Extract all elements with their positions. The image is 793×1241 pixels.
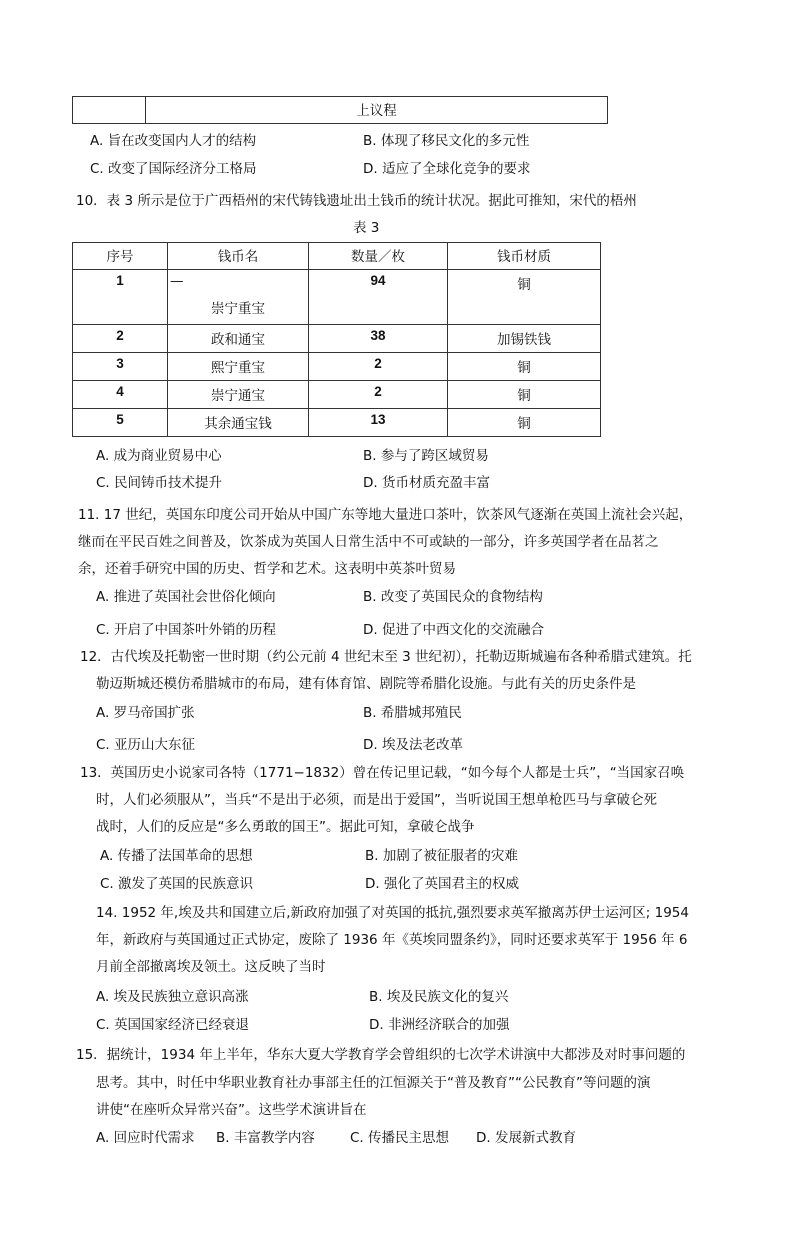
row-2-no: 2 — [73, 325, 168, 353]
q12-line-2: 勒迈斯城还模仿希腊城市的布局，建有体育馆、剧院等希腊化设施。与此有关的历史条件是 — [96, 676, 636, 692]
q14-option-c: C. 英国国家经济已经衰退 — [96, 1017, 250, 1033]
q13-line-2: 时，人们必须服从”，当兵“不是出于必须，而是出于爱国”，当听说国王想单枪匹马与拿破仑死 — [96, 792, 657, 808]
q15-option-d: D. 发展新式教育 — [476, 1130, 576, 1146]
q11-line-3: 余，还着手研究中国的历史、哲学和艺术。这表明中英茶叶贸易 — [78, 561, 456, 577]
row-5-material: 铜 — [448, 409, 601, 437]
q11-option-b: B. 改变了英国民众的食物结构 — [363, 589, 543, 605]
q11-line-2: 继而在平民百姓之间普及，饮茶成为英国人日常生活中不可或缺的一部分，许多英国学者在品茗之 — [78, 534, 659, 550]
q12-option-c: C. 亚历山大东征 — [96, 737, 196, 753]
q10-option-a: A. 成为商业贸易中心 — [96, 448, 222, 464]
q12-line-1: 12．古代埃及托勒密一世时期（约公元前 4 世纪末至 3 世纪初），托勒迈斯城遍布各种希腊式建筑。托 — [80, 649, 692, 665]
row-1-name — [168, 270, 309, 325]
q14-line-1: 14. 1952 年,埃及共和国建立后,新政府加强了对英国的抵抗,强烈要求英军撤离苏伊士运河区; 1954 — [96, 905, 689, 921]
q11-option-d: D. 促进了中西文化的交流融合 — [363, 622, 544, 638]
q12-option-a: A. 罗马帝国扩张 — [96, 705, 195, 721]
q9-option-c: C. 改变了国际经济分工格局 — [90, 161, 257, 177]
row-5-count: 13 — [309, 409, 448, 437]
row-4-material: 铜 — [448, 381, 601, 409]
row-3-material: 铜 — [448, 353, 601, 381]
q9-option-a: A. 旨在改变国内人才的结构 — [90, 133, 257, 149]
q9-option-b: B. 体现了移民文化的多元性 — [363, 133, 530, 149]
q10-option-c: C. 民间铸币技术提升 — [96, 475, 223, 491]
table-row — [73, 409, 601, 437]
row-4-name: 崇宁通宝 — [168, 381, 309, 409]
row-5-name: 其余通宝钱 — [168, 409, 309, 437]
top-table-left-cell — [73, 97, 146, 124]
q12-option-b: B. 希腊城邦殖民 — [363, 705, 462, 721]
row-4-count: 2 — [309, 381, 448, 409]
row-1-name-text: 崇宁重宝 — [211, 301, 265, 317]
q10-stem: 10．表 3 所示是位于广西梧州的宋代铸钱遗址出土钱币的统计状况。据此可推知，宋代的梧州 — [76, 193, 637, 209]
row-1-name-dash: — — [170, 273, 184, 289]
row-1-count: 94 — [309, 270, 448, 325]
q15-line-3: 讲使“在座听众异常兴奋”。这些学术演讲旨在 — [96, 1102, 367, 1118]
row-2-material: 加锡铁钱 — [448, 325, 601, 353]
table-row — [73, 325, 601, 353]
q14-option-d: D. 非洲经济联合的加强 — [369, 1017, 510, 1033]
header-name: 钱币名 — [168, 243, 309, 270]
row-2-name: 政和通宝 — [168, 325, 309, 353]
top-table-right-cell: 上议程 — [146, 97, 608, 124]
q10-option-b: B. 参与了跨区域贸易 — [363, 448, 489, 464]
table-row — [73, 270, 601, 325]
q11-option-a: A. 推进了英国社会世俗化倾向 — [96, 589, 276, 605]
table-row — [73, 353, 601, 381]
q15-line-2: 思考。其中，时任中华职业教育社办事部主任的江恒源关于“普及教育”“公民教育”等问题的演 — [96, 1075, 651, 1091]
table-row — [73, 381, 601, 409]
q9-option-d: D. 适应了全球化竞争的要求 — [363, 161, 531, 177]
q13-line-3: 战时，人们的反应是“多么勇敢的国王”。据此可知，拿破仑战争 — [96, 819, 475, 835]
coin-table — [72, 242, 601, 437]
coin-table-header-row — [73, 243, 601, 270]
row-3-count: 2 — [309, 353, 448, 381]
q12-option-d: D. 埃及法老改革 — [363, 737, 463, 753]
q14-option-b: B. 埃及民族文化的复兴 — [369, 989, 509, 1005]
row-3-no: 3 — [73, 353, 168, 381]
q15-option-c: C. 传播民主思想 — [350, 1130, 450, 1146]
row-1-no: 1 — [73, 270, 168, 325]
row-2-count: 38 — [309, 325, 448, 353]
q14-line-3: 月前全部撤离埃及领土。这反映了当时 — [96, 959, 326, 975]
q13-option-c: C. 激发了英国的民族意识 — [100, 876, 254, 892]
header-no: 序号 — [73, 243, 168, 270]
row-5-no: 5 — [73, 409, 168, 437]
q15-line-1: 15．据统计，1934 年上半年，华东大夏大学教育学会曾组织的七次学术讲演中大都涉及对时事问题的 — [76, 1047, 686, 1063]
q14-option-a: A. 埃及民族独立意识高涨 — [96, 989, 249, 1005]
q13-line-1: 13．英国历史小说家司各特（1771−1832）曾在传记里记载，“如今每个人都是士兵”，“当国家召唤 — [80, 765, 685, 781]
q15-option-a: A. 回应时代需求 — [96, 1130, 195, 1146]
row-1-material: 铜 — [448, 270, 601, 325]
q10-option-d: D. 货币材质充盈丰富 — [363, 475, 490, 491]
q10-table-caption: 表 3 — [353, 220, 380, 236]
header-material: 钱币材质 — [448, 243, 601, 270]
q13-option-b: B. 加剧了被征服者的灾难 — [365, 848, 518, 864]
q14-line-2: 年，新政府与英国通过正式协定，废除了 1936 年《英埃同盟条约》，同时还要求英军于 1956 年 6 — [96, 932, 688, 948]
top-table — [72, 96, 608, 124]
q11-line-1: 11. 17 世纪，英国东印度公司开始从中国广东等地大量进口茶叶，饮茶风气逐渐在英国上流社会兴起， — [78, 507, 693, 523]
q13-option-a: A. 传播了法国革命的思想 — [100, 848, 253, 864]
header-count: 数量／枚 — [309, 243, 448, 270]
row-3-name: 熙宁重宝 — [168, 353, 309, 381]
q15-option-b: B. 丰富教学内容 — [216, 1130, 315, 1146]
row-4-no: 4 — [73, 381, 168, 409]
q13-option-d: D. 强化了英国君主的权威 — [365, 876, 519, 892]
q11-option-c: C. 开启了中国茶叶外销的历程 — [96, 622, 277, 638]
